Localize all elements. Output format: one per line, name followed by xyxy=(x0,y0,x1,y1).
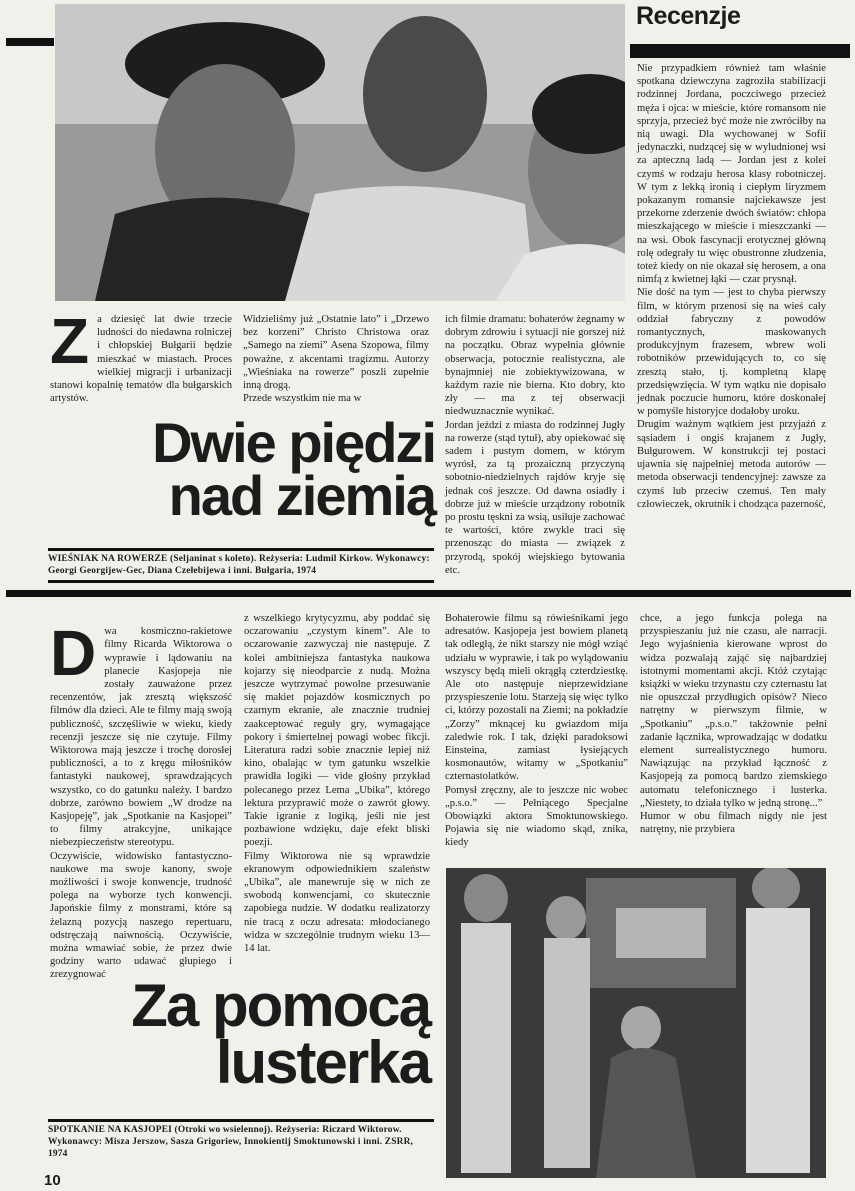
article1-col1 xyxy=(50,305,232,405)
article1-headline-line1: Dwie piędzi xyxy=(152,411,435,474)
article2-col3: Bohaterowie filmu są rówieśnikami jego adresatów. Kasjopeja jest bowiem planetą tak odległą, że nikt starszy nie mógł wziąć udziału w wyprawie, i tak po wylądowaniu wszyscy będą mieli okrągłą czterdziestkę. Ale oto następuje nieprzewidziane przyspieszenie lotu. Starzeją się więc tylko ci, którzy pozostali na Ziemi; na pokładzie „Zorzy” mknącej ku gwiazdom mija zaledwie rok. I tak, dzięki paradoksowi Einsteina, zamiast łysiejących kosmonautów, witamy w „Spotkaniu” czternastolatków. Pomysł zręczny, ale to jeszcze nic wobec „p.s.o.” — Pełniącego Specjalne Obowiązki aktora Smoktunowskiego. Pojawia się nie wiadomo skąd, znika, kiedy xyxy=(445,613,628,849)
section-label: Recenzje xyxy=(636,2,741,30)
section-rule xyxy=(630,44,850,58)
page-number: 10 xyxy=(44,1172,61,1189)
article2-col4: chce, a jego funkcja polega na przyspieszaniu już nie czasu, ale narracji. Jego wyjaśnienia kierowane wprost do widza pozwalają zająć się najbardziej istotnymi momentami akcji. Któż czytając książki w wieku trzynastu czy czternastu lat nie opuszczał przydługich opisów? Nieco natrętny w pierwszym filmie, w „Spotkaniu” „p.s.o.” takżownie pełni zadanie łącznika, wprowadzając w dodatku element surrealistycznego humoru. Nawiązując na przykład łączność z Kasjopeją za pomocą bardzo ziemskiego automatu telefonicznego i lusterka. „Niestety, to działa tylko w jedną stronę...” Humor w obu filmach nigdy nie jest natrętny, nie przybiera xyxy=(640,613,827,836)
article1-credits: WIEŚNIAK NA ROWERZE (Seljaninat s koleto). Reżyseria: Ludmil Kirkow. Wykonawcy: Georgi Georgijew-Gec, Diana Czełebijewa i inni. Bułgaria, 1974 xyxy=(48,554,430,576)
top-divider xyxy=(6,38,54,46)
article2-headline-line1: Za pomocą xyxy=(131,972,430,1039)
article2-col1-text: wa kosmiczno-rakietowe filmy Ricarda Wiktorowa o wyprawie i lądowaniu na planecie Kasjopeja nie zostały zauważone przez recenzentów, jak zresztą większość filmów dla dzieci. Ale te filmy mają swoją publiczność, szczęśliwie w wieku, kiedy recenzji jeszcze się nie czytuje. Filmy Wiktorowa mają jeszcze i trochę dorosłej publiczności, a to z kręgu miłośników fantastyki naukowej, sprawdzających wszystko, co do gatunku należy. I bardzo dobrze, zarówno bowiem „W drodze na Kasjopeję”, jak „Spotkanie na Kasjopei” to filmy atrakcyjne, unikające niebezpieczeństw stereotypu. Oczywiście, widowisko fantastyczno-naukowe ma swoje kanony, swoje możliwości i swoje konwencje, trudność polega na wyborze tych konwencji. Japońskie filmy z monstrami, które są żelazną pozycją naszego repertuaru, odstręczają naiwnością. Oczywiście, można wmawiać sobie, że przez dwie godziny warto udawać głupiego i zrezygnować xyxy=(50,626,232,981)
article2-dropcap: D xyxy=(50,617,97,690)
article2-headline xyxy=(100,972,430,1096)
article-divider xyxy=(6,590,851,597)
article1-col3: ich filmie dramatu: bohaterów żegnamy w dobrym zdrowiu i sytuacji nie gorszej niż na początku. Obraz wypełnia głównie obserwacja, potocznie realistyczna, ale bynajmniej nie zobiektywizowana, w każdym razie nie bierna. Kto dobry, kto zły — ma z tej obserwacji niedwuznacznie wynikać. Jordan jeździ z miasta do rodzinnej Jugły na rowerze (stąd tytuł), aby opiekować się sadem i pustym domem, w którym wyrósł, za tą prozaiczną przyczyną sobotnio-niedzielnych rajdów kryje się jednak coś jeszcze. Od dawna osiadły i dobrze już w mieście urządzony robotnik po prostu tęskni za wsią, usiłuje zachować te wartości, które zwykle traci się przenosząc do miasta — związek z przyrodą, spokój wiejskiego bytowania etc. xyxy=(445,314,625,576)
article1-dropcap: Z xyxy=(50,305,90,377)
article1-headline-line2: nad ziemią xyxy=(168,464,435,528)
article2-credits: SPOTKANIE NA KASJOPEI (Otroki wo wsielennoj). Reżyseria: Riczard Wiktorow. Wykonawcy: Misza Jerszow, Sasza Grigoriew, Innokientij Smoktunowski i inni. ZSRR, 1974 xyxy=(48,1125,414,1159)
article1-col2: Widzieliśmy już „Ostatnie lato” i „Drzewo bez korzeni” Christo Christowa oraz „Samego na ziemi” Asena Szopowa, filmy poważne, z akcentami tragizmu. Autorzy „Wieśniaka na rowerze” poszli zupełnie inną drogą. Przede wszystkim nie ma w xyxy=(243,314,429,405)
article1-credits-rule-top xyxy=(48,548,434,551)
film-still-top xyxy=(55,4,625,301)
article2-col1 xyxy=(50,612,232,982)
film-still-bottom xyxy=(446,868,826,1178)
article1-intro: a dziesięć lat dwie trzecie ludności do niedawna rolniczej i chłopskiej Bułgarii będzie mieszkać w miastach. Proces wielkiej migracji i urbanizacji stanowi kopalnię tematów dla bułgarskich artystów. xyxy=(50,314,232,405)
article2-headline-line2: lusterka xyxy=(215,1029,430,1096)
article2-credits-rule-top xyxy=(48,1119,434,1122)
article2-col2: z wszelkiego krytycyzmu, aby poddać się oczarowaniu „czystym kinem”. Ale to oczarowanie zazwyczaj nie następuje. Z kolei ambitniejsza fantastyka naukowa kojarzy się nieodparcie z nudą. Można jeszcze wytrzymać powolne przesuwanie się makiet pojazdów kosmicznych po czarnym ekranie, ale znacznie trudniej zaakceptować reguły gry, wymagające pokory i śmiertelnej powagi wobec fikcji. Literatura radzi sobie znacznie lepiej niż kino, obalając w tym gatunku wszelkie prawidła logiki — vide głośny przykład polecanego przez Lema „Ubika”, którego lektura przyprawić może o zawrót głowy. Takie igranie z logiką, jeśli nie jest pozbawione wdzięku, daje efekt bliski poezji. Filmy Wiktorowa nie są wprawdzie ekranowym odpowiednikiem szaleństw „Ubika”, ale manewruje się w nich ze swobodą konwencjami, co skutecznie zapobiega nudzie. W dodatku realizatorzy nie tracą z oczu adresata: młodocianego widza w szczególnie trudnym wieku 13—14 lat. xyxy=(244,613,430,955)
article1-headline xyxy=(105,411,435,528)
article1-col4: Nie przypadkiem również tam właśnie spotkana dziewczyna zagroziła stabilizacji rodzinnej Jordana, poczciwego przecież męża i ojca: w mieście, które romansom nie sprzyja, przecież być może nie zwróciłby na nią uwagi. Dla wychowanej w Sofii jedynaczki, nudzącej się w wyludnionej wsi za apteczną ladą — Jordan jest z kolei czymś w rodzaju herosa klasy robotniczej. W tym z lekką ironią i ciepłym liryzmem pokazanym romansie najciekawsze jest przekorne zderzenie dwóch światów: chłopa mieszkającego w mieście i mieszczanki — na wsi. Obok fascynacji erotycznej główną rolę odegrały tu więc obustronne złudzenia, toteż kiedy on nie okazał się herosem, a ona nimfą z kwietnej łąki — czar prysnął. Nie dość na tym — jest to chyba pierwszy film, w którym przenosi się na wieś cały oddział fabryczny z powodów romantycznych, maskowanych produkcyjnym frazesem, wbrew woli robotników przewidujących to, co się zresztą stało, tj. kompletną klapę przedsięwzięcia. W tym wątku nie dopisało jednak poczucie humoru, które doskonałej w pomyśle historyjce dodałoby uroku. Drugim ważnym wątkiem jest przyjaźń z sąsiadem i ongiś krajanem z Jugły, Bułgurowem. W konstrukcji tej postaci ujawnia się najpełniej metoda autorów — metoda obserwacji tendencyjnej: zawsze za czymś lub przeciw czemuś. Ten mały człowieczek, okrutnik i chodząca pazerność, xyxy=(637,63,826,510)
article1-credits-rule-bottom xyxy=(48,580,434,583)
